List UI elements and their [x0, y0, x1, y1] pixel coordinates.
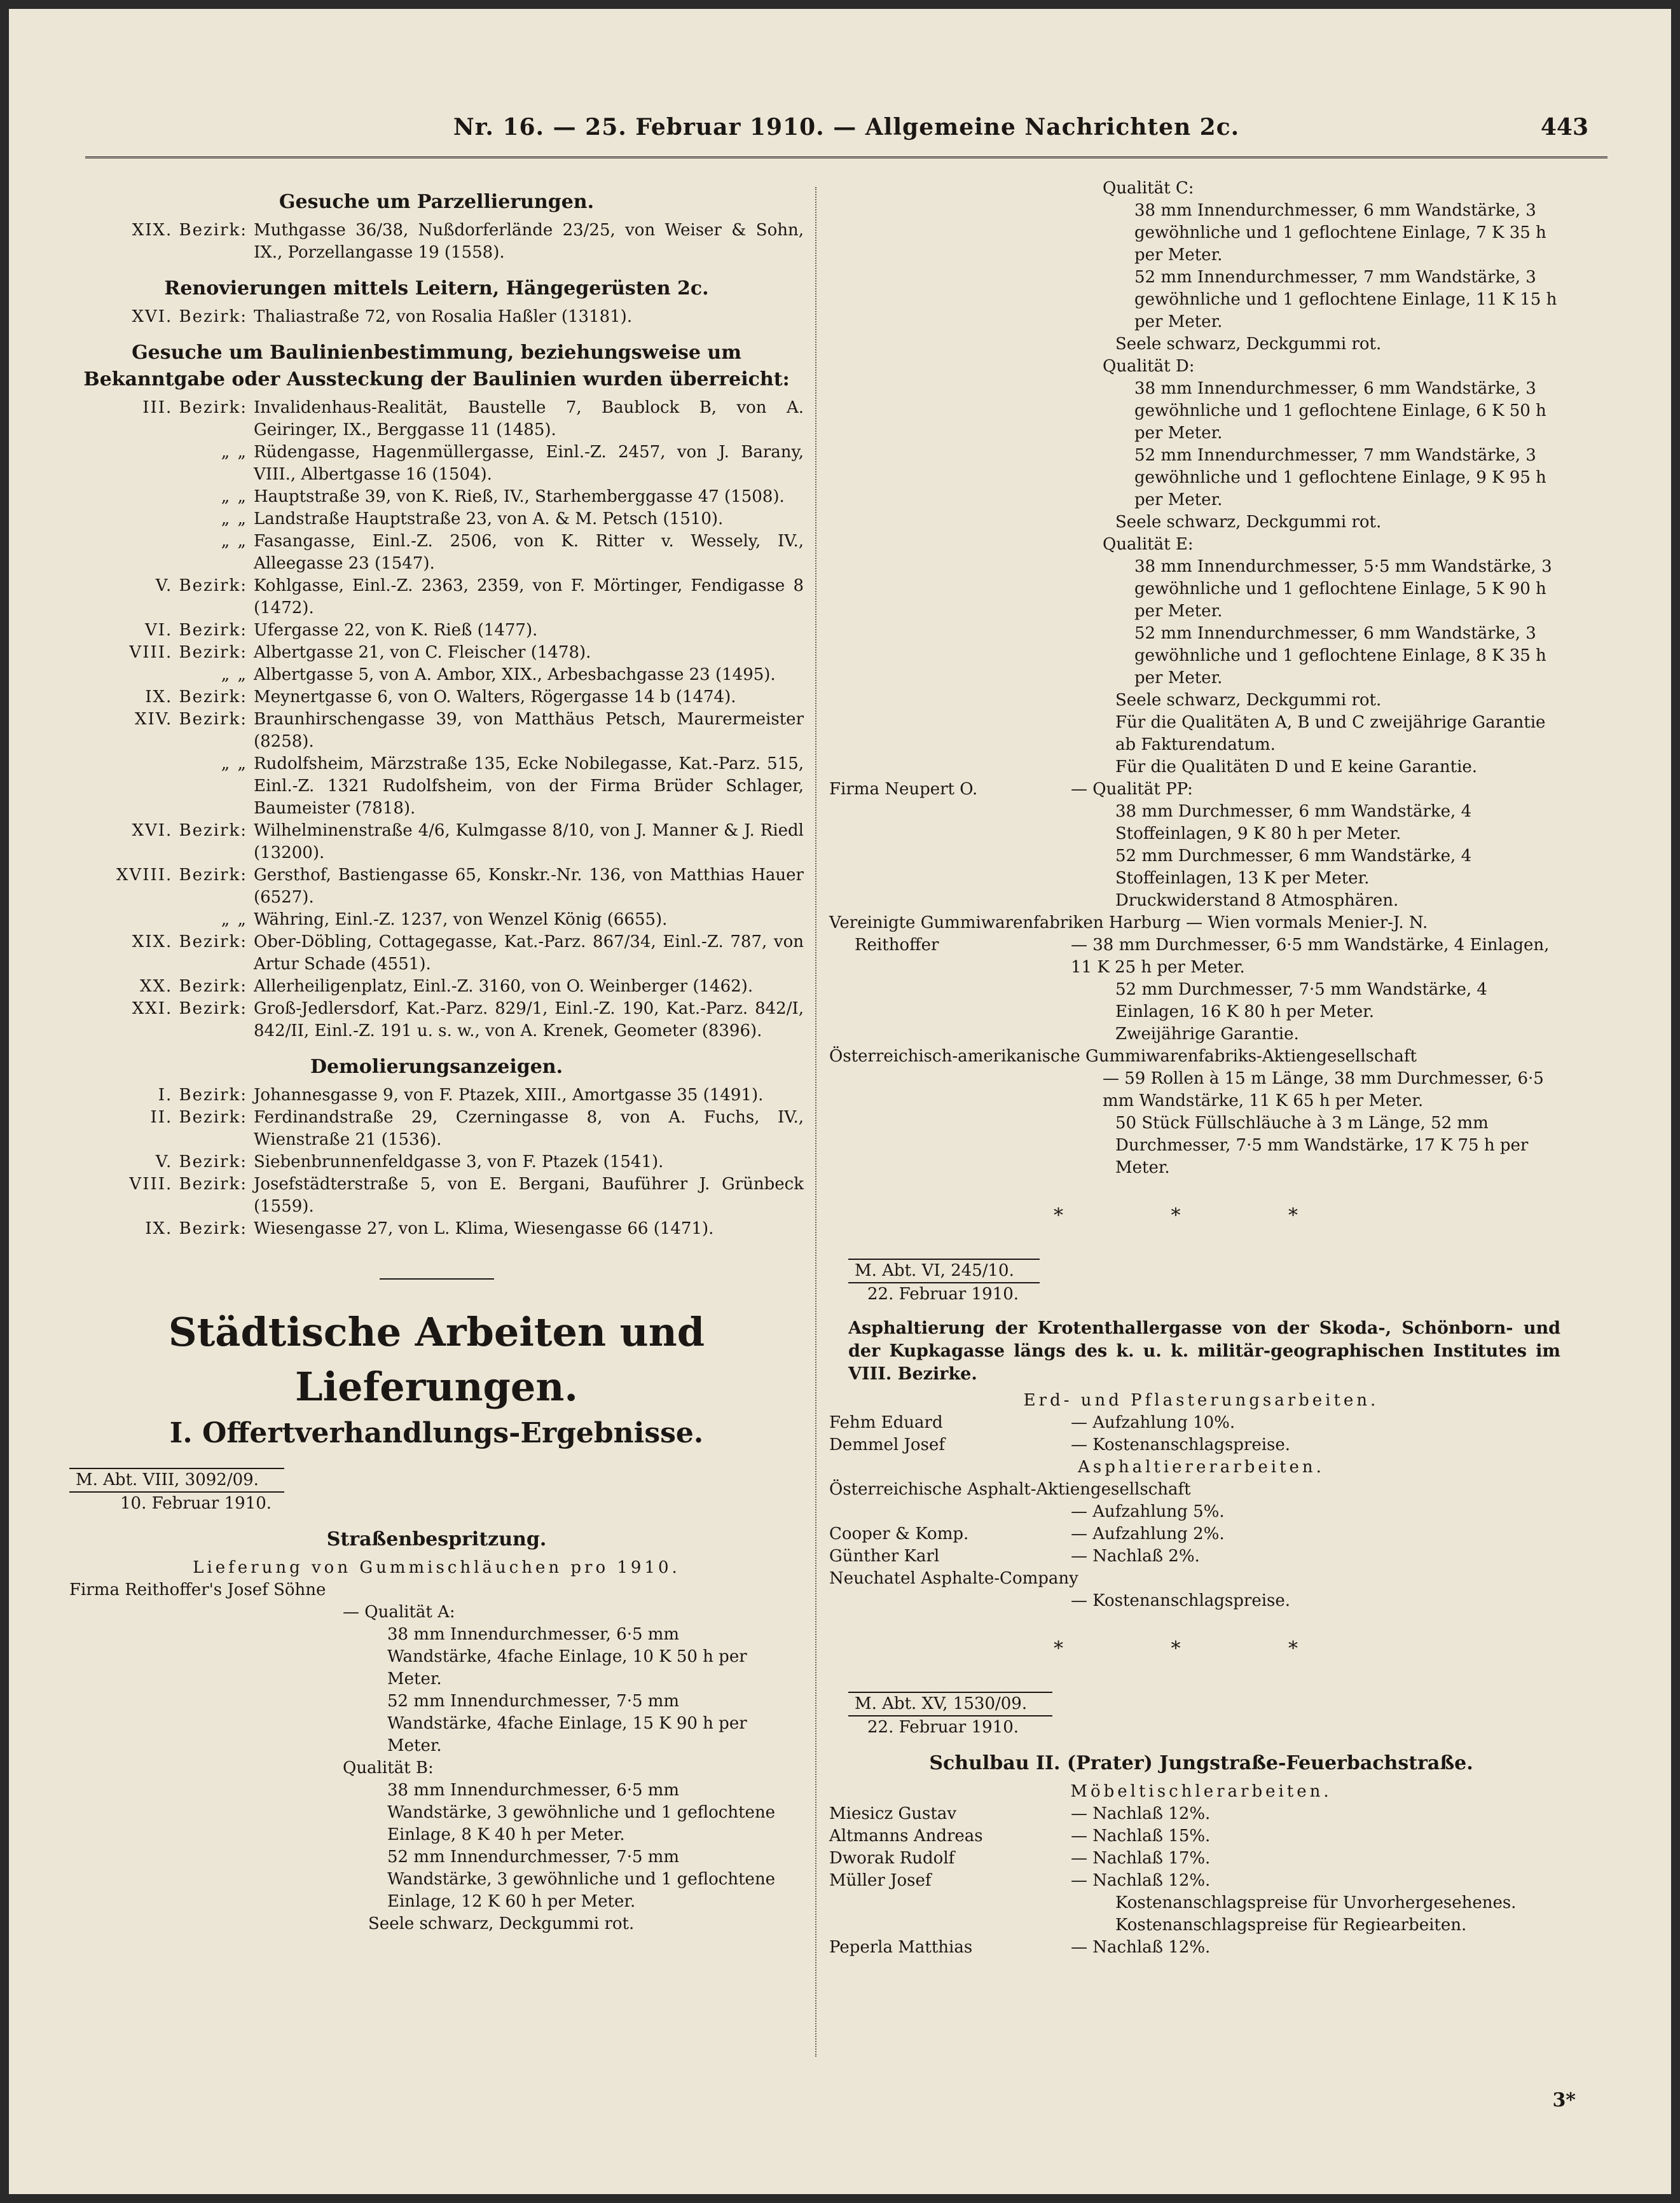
quality-line: Seele schwarz, Deckgummi rot. [1115, 691, 1382, 710]
entry: „ „ Landstraße Hauptstraße 23, von A. & M. Petsch (1510). [221, 509, 724, 528]
page-number: 443 [1540, 114, 1588, 141]
entry: VI. Bezirk: Ufergasse 22, von K. Rieß (1477). [144, 621, 538, 640]
entry: „ „ Rudolfsheim, Märzstraße 135, Ecke Nobilegasse, Kat.-Parz. 515, Einl.-Z. 1321 Rudolfsheim, von der Firma Brüder Schlager, Baumeister (7818). [221, 754, 804, 818]
entry: VIII. Bezirk: Albertgasse 21, von C. Fleischer (1478). [129, 643, 591, 662]
column-divider [815, 187, 816, 2057]
page-header [85, 114, 1608, 158]
entry: XX. Bezirk: Allerheiligenplatz, Einl.-Z. 3160, von O. Weinberger (1462). [140, 977, 754, 996]
quality-line: Seele schwarz, Deckgummi rot. [1115, 513, 1382, 532]
quality-line: Druckwiderstand 8 Atmosphären. [1115, 891, 1399, 910]
quality-line: Seele schwarz, Deckgummi rot. [368, 1914, 635, 1933]
quality-label: Qualität C: [1103, 179, 1194, 198]
date: 22. Februar 1910. [867, 1718, 1019, 1737]
bidder-row: Firma Neupert O. — Qualität PP: [829, 780, 1193, 799]
divider [380, 1278, 494, 1280]
baulinien-list [69, 397, 804, 1042]
entry: IX. Bezirk: Meynertgasse 6, von O. Walters, Rögergasse 14 b (1474). [145, 687, 736, 707]
entry: I. Bezirk: Johannesgasse 9, von F. Ptazek, XIII., Amortgasse 35 (1491). [158, 1086, 764, 1105]
quality-line: 38 mm Innendurchmesser, 6 mm Wandstärke, 3 gewöhnliche und 1 geflochtene Einlage, 6 K 50 h per Meter. [1134, 379, 1546, 443]
bidder-row: Reithoffer — 38 mm Durchmesser, 6·5 mm Wandstärke, 4 Einlagen, 11 K 25 h per Meter. [855, 936, 1550, 977]
section-heading: Straßenbespritzung. [326, 1528, 547, 1550]
section-heading: Demolierungsanzeigen. [310, 1056, 563, 1078]
entry: II. Bezirk: Ferdinandstraße 29, Czerningasse 8, von A. Fuchs, IV., Wienstraße 21 (1536). [150, 1108, 804, 1149]
section-heading: Schulbau II. (Prater) Jungstraße-Feuerbachstraße. [929, 1752, 1473, 1774]
bidder-row: Neuchatel Asphalte-Company [829, 1569, 1078, 1588]
bidder-row: — Aufzahlung 5%. [1071, 1502, 1225, 1521]
quality-line: 38 mm Innendurchmesser, 6·5 mm Wandstärke, 3 gewöhnliche und 1 geflochtene Einlage, 8 K 40 h per Meter. [387, 1781, 776, 1844]
bidder-row: Miesicz Gustav — Nachlaß 12%. [829, 1804, 1211, 1823]
subsection-heading: Erd- und Pflasterungsarbeiten. [1023, 1391, 1379, 1410]
entry: XXI. Bezirk: Groß-Jedlersdorf, Kat.-Parz. 829/1, Einl.-Z. 190, Kat.-Parz. 842/I, 842/II, Einl.-Z. 191 u. s. w., von A. Krenek, Geometer (8396). [132, 999, 804, 1040]
quality-label: Qualität E: [1103, 535, 1194, 554]
note-line: Kostenanschlagspreise für Regiearbeiten. [1115, 1916, 1467, 1935]
bidder-row: — Kostenanschlagspreise. [1071, 1591, 1291, 1610]
header-rule [85, 152, 1608, 158]
bidder-row: Günther Karl — Nachlaß 2%. [829, 1547, 1200, 1566]
reference-number: M. Abt. XV, 1530/09. [829, 1685, 1573, 1716]
subsection-heading: Asphaltiererarbeiten. [1078, 1458, 1325, 1477]
entry: III. Bezirk: Invalidenhaus-Realität, Baustelle 7, Baublock B, von A. Geiringer, IX., Berggasse 11 (1485). [142, 398, 804, 439]
entry: „ „ Albertgasse 5, von A. Ambor, XIX., Arbesbachgasse 23 (1495). [221, 665, 776, 684]
date: 22. Februar 1910. [867, 1285, 1019, 1304]
separator-stars: * * * [1053, 1205, 1349, 1227]
demolierung-list [69, 1084, 804, 1240]
entry: „ „ Währing, Einl.-Z. 1237, von Wenzel König (6655). [221, 910, 668, 929]
quality-line: 50 Stück Füllschläuche à 3 m Länge, 52 mm Durchmesser, 7·5 mm Wandstärke, 17 K 75 h per Meter. [1115, 1114, 1529, 1177]
subsection-heading: Möbeltischlerarbeiten. [1070, 1782, 1332, 1801]
section-heading: Asphaltierung der Krotenthallergasse von der Skoda-, Schönborn- und der Kupkagasse längs des k. u. k. militär-geographischen Institutes im VIII. Bezirke. [848, 1318, 1560, 1384]
signature-mark: 3* [1552, 2089, 1576, 2111]
entry: V. Bezirk: Kohlgasse, Einl.-Z. 2363, 2359, von F. Mörtinger, Fendigasse 8 (1472). [155, 576, 804, 618]
quality-line: 52 mm Durchmesser, 7·5 mm Wandstärke, 4 Einlagen, 16 K 80 h per Meter. [1115, 980, 1487, 1021]
bidder-row: Fehm Eduard — Aufzahlung 10%. [829, 1413, 1236, 1432]
firm-name: Firma Reithoffer's Josef Söhne [69, 1580, 326, 1599]
reference-number: M. Abt. VI, 245/10. [829, 1252, 1573, 1283]
entry: XIX. Bezirk: Muthgasse 36/38, Nußdorferlände 23/25, von Weiser & Sohn, IX., Porzellangasse 19 (1558). [132, 221, 804, 262]
section-heading: Gesuche um Parzellierungen. [279, 191, 595, 213]
document-page [9, 9, 1671, 2194]
bidder-name: Vereinigte Gummiwarenfabriken Harburg — Wien vormals Menier-J. N. [829, 913, 1428, 932]
entry: XVIII. Bezirk: Gersthof, Bastiengasse 65, Konskr.-Nr. 136, von Matthias Hauer (6527). [116, 866, 804, 907]
quality-line: 38 mm Innendurchmesser, 5·5 mm Wandstärke, 3 gewöhnliche und 1 geflochtene Einlage, 5 K 90 h per Meter. [1134, 557, 1552, 621]
reference-number: M. Abt. VIII, 3092/09. [69, 1461, 804, 1493]
entry: IX. Bezirk: Wiesengasse 27, von L. Klima, Wiesengasse 66 (1471). [145, 1219, 714, 1238]
quality-line: 52 mm Innendurchmesser, 7·5 mm Wandstärke, 3 gewöhnliche und 1 geflochtene Einlage, 12 K 60 h per Meter. [387, 1847, 776, 1911]
bidder-row: Demmel Josef — Kostenanschlagspreise. [829, 1435, 1291, 1454]
section-heading: Gesuche um Baulinienbestimmung, beziehungsweise um Bekanntgabe oder Aussteckung der Baulinien wurden überreicht: [83, 342, 790, 390]
entry: „ „ Rüdengasse, Hagenmüllergasse, Einl.-Z. 2457, von J. Barany, VIII., Albertgasse 16 (1504). [221, 443, 804, 484]
note-line: Kostenanschlagspreise für Unvorhergesehenes. [1115, 1893, 1517, 1912]
quality-line: 52 mm Innendurchmesser, 7 mm Wandstärke, 3 gewöhnliche und 1 geflochtene Einlage, 9 K 95 h per Meter. [1134, 446, 1546, 509]
bidder-row: Dworak Rudolf — Nachlaß 17%. [829, 1849, 1211, 1868]
section-heading: Renovierungen mittels Leitern, Hängegerüsten 2c. [164, 277, 709, 300]
quality-line: 52 mm Innendurchmesser, 6 mm Wandstärke, 3 gewöhnliche und 1 geflochtene Einlage, 8 K 35 h per Meter. [1134, 624, 1546, 687]
bidder-row: Peperla Matthias — Nachlaß 12%. [829, 1938, 1211, 1957]
header-title: Nr. 16. — 25. Februar 1910. — Allgemeine Nachrichten 2c. [453, 114, 1240, 141]
bidder-row: Müller Josef — Nachlaß 12%. [829, 1871, 1211, 1890]
right-column [829, 177, 1573, 1959]
subtitle: I. Offertverhandlungs-Ergebnisse. [169, 1417, 704, 1449]
quality-line: Seele schwarz, Deckgummi rot. [1115, 335, 1382, 354]
bidder-row: Altmanns Andreas — Nachlaß 15%. [829, 1827, 1211, 1846]
bidder-name: Österreichisch-amerikanische Gummiwarenfabriks-Aktiengesellschaft [829, 1047, 1417, 1066]
entry: XIX. Bezirk: Ober-Döbling, Cottagegasse, Kat.-Parz. 867/34, Einl.-Z. 787, von Artur Schade (4551). [132, 932, 804, 974]
quality-line: Zweijährige Garantie. [1115, 1025, 1299, 1044]
entry: XIV. Bezirk: Braunhirschengasse 39, von Matthäus Petsch, Maurermeister (8258). [135, 710, 804, 751]
main-title: Städtische Arbeiten und Lieferungen. [168, 1309, 705, 1410]
separator-stars: * * * [1053, 1638, 1349, 1660]
entry: XVI. Bezirk: Wilhelminenstraße 4/6, Kulmgasse 8/10, von J. Manner & J. Riedl (13200). [132, 821, 804, 862]
quality-label: Qualität B: [343, 1758, 434, 1778]
bidder-row: Cooper & Komp. — Aufzahlung 2%. [829, 1524, 1225, 1543]
quality-label: Qualität D: [1103, 357, 1195, 376]
quality-line: Für die Qualitäten D und E keine Garantie. [1115, 757, 1478, 777]
quality-line: 38 mm Innendurchmesser, 6 mm Wandstärke, 3 gewöhnliche und 1 geflochtene Einlage, 7 K 35 h per Meter. [1134, 201, 1546, 265]
entry: „ „ Fasangasse, Einl.-Z. 2506, von K. Ritter v. Wessely, IV., Alleegasse 23 (1547). [221, 532, 804, 573]
quality-line: 52 mm Innendurchmesser, 7 mm Wandstärke, 3 gewöhnliche und 1 geflochtene Einlage, 11 K 15 h per Meter. [1134, 268, 1557, 331]
date: 10. Februar 1910. [120, 1494, 272, 1513]
quality-line: 38 mm Innendurchmesser, 6·5 mm Wandstärke, 4fache Einlage, 10 K 50 h per Meter. [387, 1625, 747, 1689]
entry: V. Bezirk: Siebenbrunnenfeldgasse 3, von F. Ptazek (1541). [155, 1152, 664, 1171]
quality-line: 52 mm Innendurchmesser, 7·5 mm Wandstärke, 4fache Einlage, 15 K 90 h per Meter. [387, 1692, 747, 1755]
entry: „ „ Hauptstraße 39, von K. Rieß, IV., Starhemberggasse 47 (1508). [221, 487, 785, 506]
bidder-name: Österreichische Asphalt-Aktiengesellschaft [829, 1480, 1191, 1499]
quality-label: — Qualität A: [343, 1603, 455, 1622]
quality-line: 52 mm Durchmesser, 6 mm Wandstärke, 4 Stoffeinlagen, 13 K per Meter. [1115, 846, 1472, 888]
left-column [69, 177, 804, 1935]
lieferung-heading: Lieferung von Gummischläuchen pro 1910. [193, 1558, 680, 1577]
entry: XVI. Bezirk: Thaliastraße 72, von Rosalia Haßler (13181). [132, 307, 633, 326]
entry: VIII. Bezirk: Josefstädterstraße 5, von E. Bergani, Bauführer J. Grünbeck (1559). [129, 1175, 804, 1216]
quality-line: 38 mm Durchmesser, 6 mm Wandstärke, 4 Stoffeinlagen, 9 K 80 h per Meter. [1115, 802, 1472, 843]
quality-line: Für die Qualitäten A, B und C zweijährige Garantie ab Fakturendatum. [1115, 713, 1546, 754]
quality-line: — 59 Rollen à 15 m Länge, 38 mm Durchmesser, 6·5 mm Wandstärke, 11 K 65 h per Meter. [1103, 1069, 1544, 1110]
